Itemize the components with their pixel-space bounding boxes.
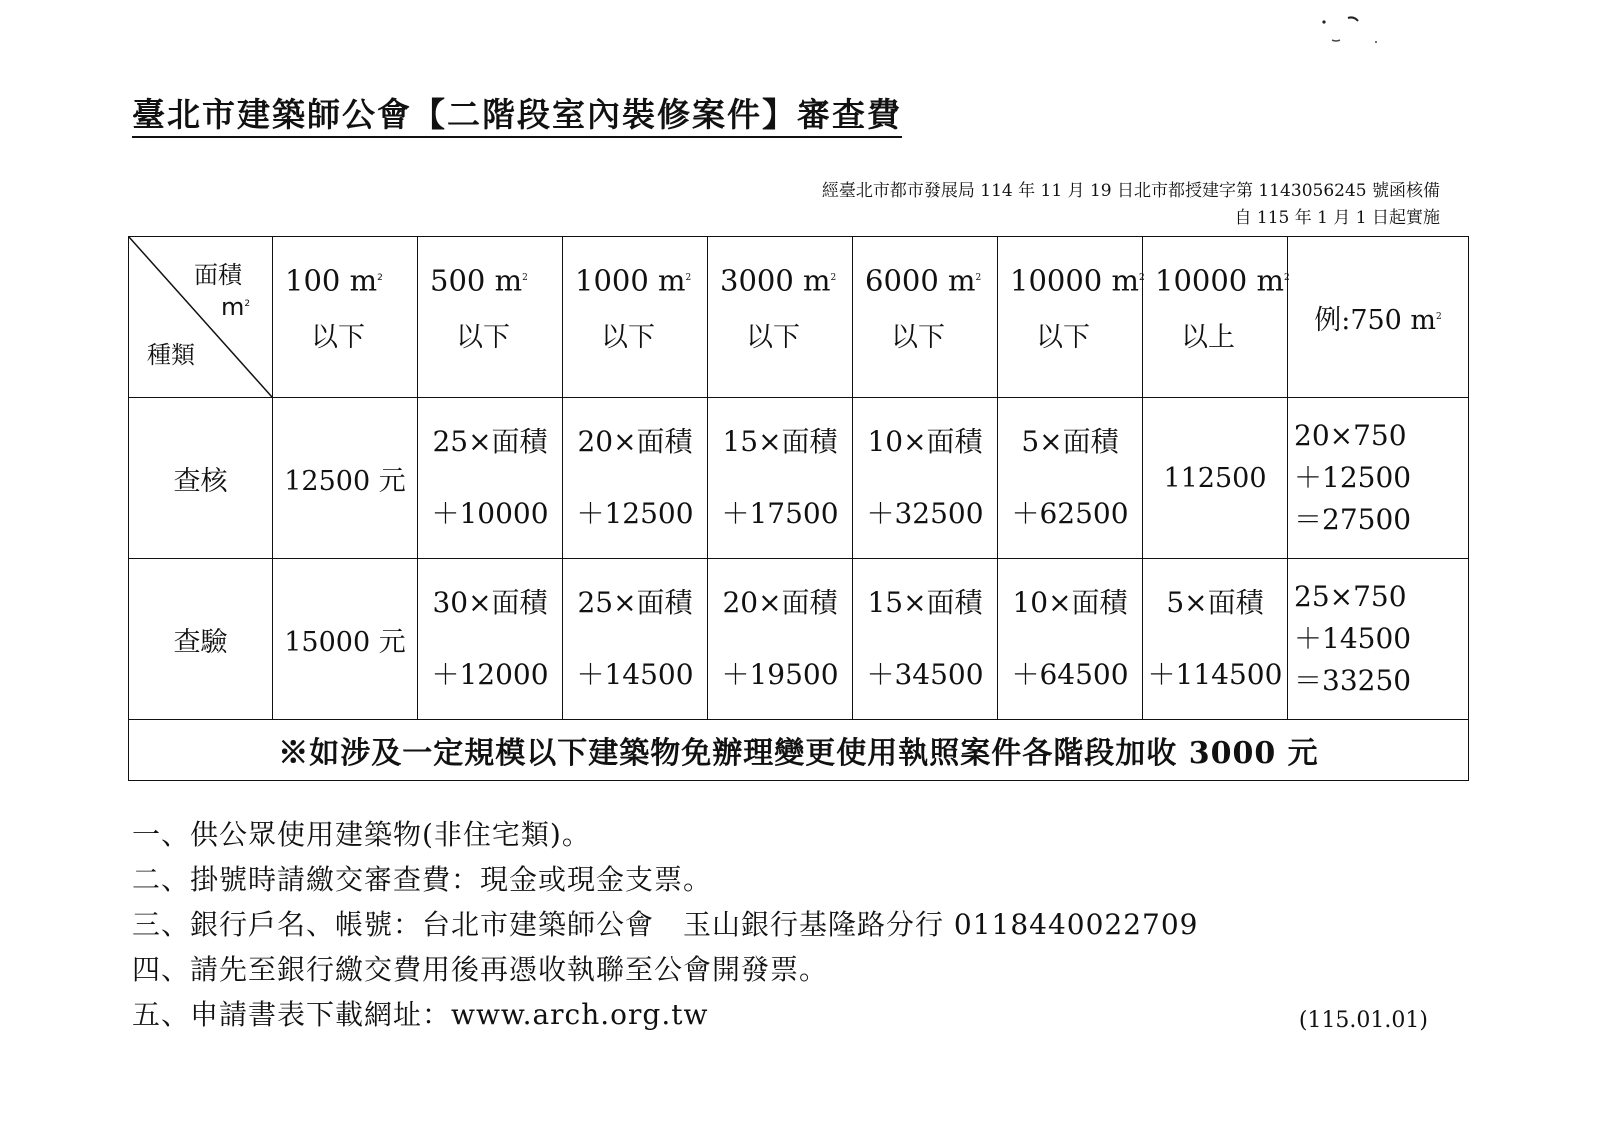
note-item: 二、掛號時請繳交審查費：現金或現金支票。 bbox=[132, 863, 713, 896]
flat-fee-review: 12500 元 bbox=[273, 398, 418, 559]
surcharge-note: ※如涉及一定規模以下建築物免辦理變更使用執照案件各階段加收 3000 元 bbox=[129, 720, 1469, 781]
example-cell-review: 20×750 ＋12500 ＝27500 bbox=[1288, 398, 1469, 559]
header-row bbox=[129, 237, 1469, 398]
fee-cell: 5×面積 ＋62500 bbox=[998, 398, 1143, 559]
fee-cell: 20×面積 ＋12500 bbox=[563, 398, 708, 559]
col-header-3: 1000 $m^2$ 以下 bbox=[563, 237, 708, 398]
approval-reference bbox=[822, 178, 1440, 232]
col-header-7: 10000 $m^2$ 以上 bbox=[1143, 237, 1288, 398]
document-date: (115.01.01) bbox=[1298, 1008, 1428, 1033]
note-item: 一、供公眾使用建築物(非住宅類)。 bbox=[132, 818, 591, 851]
fee-table bbox=[128, 236, 1469, 781]
effective-date-line: 自 115 年 1 月 1 日起實施 bbox=[1234, 208, 1440, 228]
col-header-example: 例:750 $m^2$ bbox=[1288, 237, 1469, 398]
review-row bbox=[129, 398, 1469, 559]
example-cell-inspection: 25×750 ＋14500 ＝33250 bbox=[1288, 559, 1469, 720]
fee-cell: 20×面積 ＋19500 bbox=[708, 559, 853, 720]
note-item: 五、申請書表下載網址：www.arch.org.tw bbox=[132, 998, 709, 1031]
fee-cell: 25×面積 ＋14500 bbox=[563, 559, 708, 720]
scan-specks bbox=[1318, 14, 1388, 54]
col-header-4: 3000 $m^2$ 以下 bbox=[708, 237, 853, 398]
fee-cell: 10×面積 ＋32500 bbox=[853, 398, 998, 559]
notes-list bbox=[132, 812, 1472, 1037]
fee-cell: 5×面積 ＋114500 bbox=[1143, 559, 1288, 720]
corner-unit-label: $m^2$ bbox=[221, 293, 251, 321]
note-item: 三、銀行戶名、帳號：台北市建築師公會 玉山銀行基隆路分行 0118440022709 bbox=[132, 908, 1199, 941]
fee-cell: 25×面積 ＋10000 bbox=[418, 398, 563, 559]
corner-type-label: 種類 bbox=[147, 341, 195, 369]
fee-cell: 15×面積 ＋34500 bbox=[853, 559, 998, 720]
fee-cell: 10×面積 ＋64500 bbox=[998, 559, 1143, 720]
fee-cell-fixed: 112500 bbox=[1143, 398, 1288, 559]
flat-fee-inspection: 15000 元 bbox=[273, 559, 418, 720]
fee-cell: 15×面積 ＋17500 bbox=[708, 398, 853, 559]
col-header-5: 6000 $m^2$ 以下 bbox=[853, 237, 998, 398]
inspection-row bbox=[129, 559, 1469, 720]
col-header-2: 500 $m^2$ 以下 bbox=[418, 237, 563, 398]
row-label-inspection: 查驗 bbox=[129, 559, 273, 720]
approval-line: 經臺北市都市發展局 114 年 11 月 19 日北市都授建字第 1143056245 號函核備 bbox=[821, 181, 1440, 201]
col-header-1: 100 $m^2$ 以下 bbox=[273, 237, 418, 398]
surcharge-row bbox=[129, 720, 1469, 781]
fee-cell: 30×面積 ＋12000 bbox=[418, 559, 563, 720]
col-header-6: 10000 $m^2$ 以下 bbox=[998, 237, 1143, 398]
corner-area-label: 面積 bbox=[194, 261, 242, 289]
page-title: 臺北市建築師公會【二階段室內裝修案件】審查費 bbox=[132, 96, 902, 138]
note-item: 四、請先至銀行繳交費用後再憑收執聯至公會開發票。 bbox=[132, 953, 829, 986]
row-label-review: 查核 bbox=[129, 398, 273, 559]
corner-header bbox=[129, 237, 273, 398]
